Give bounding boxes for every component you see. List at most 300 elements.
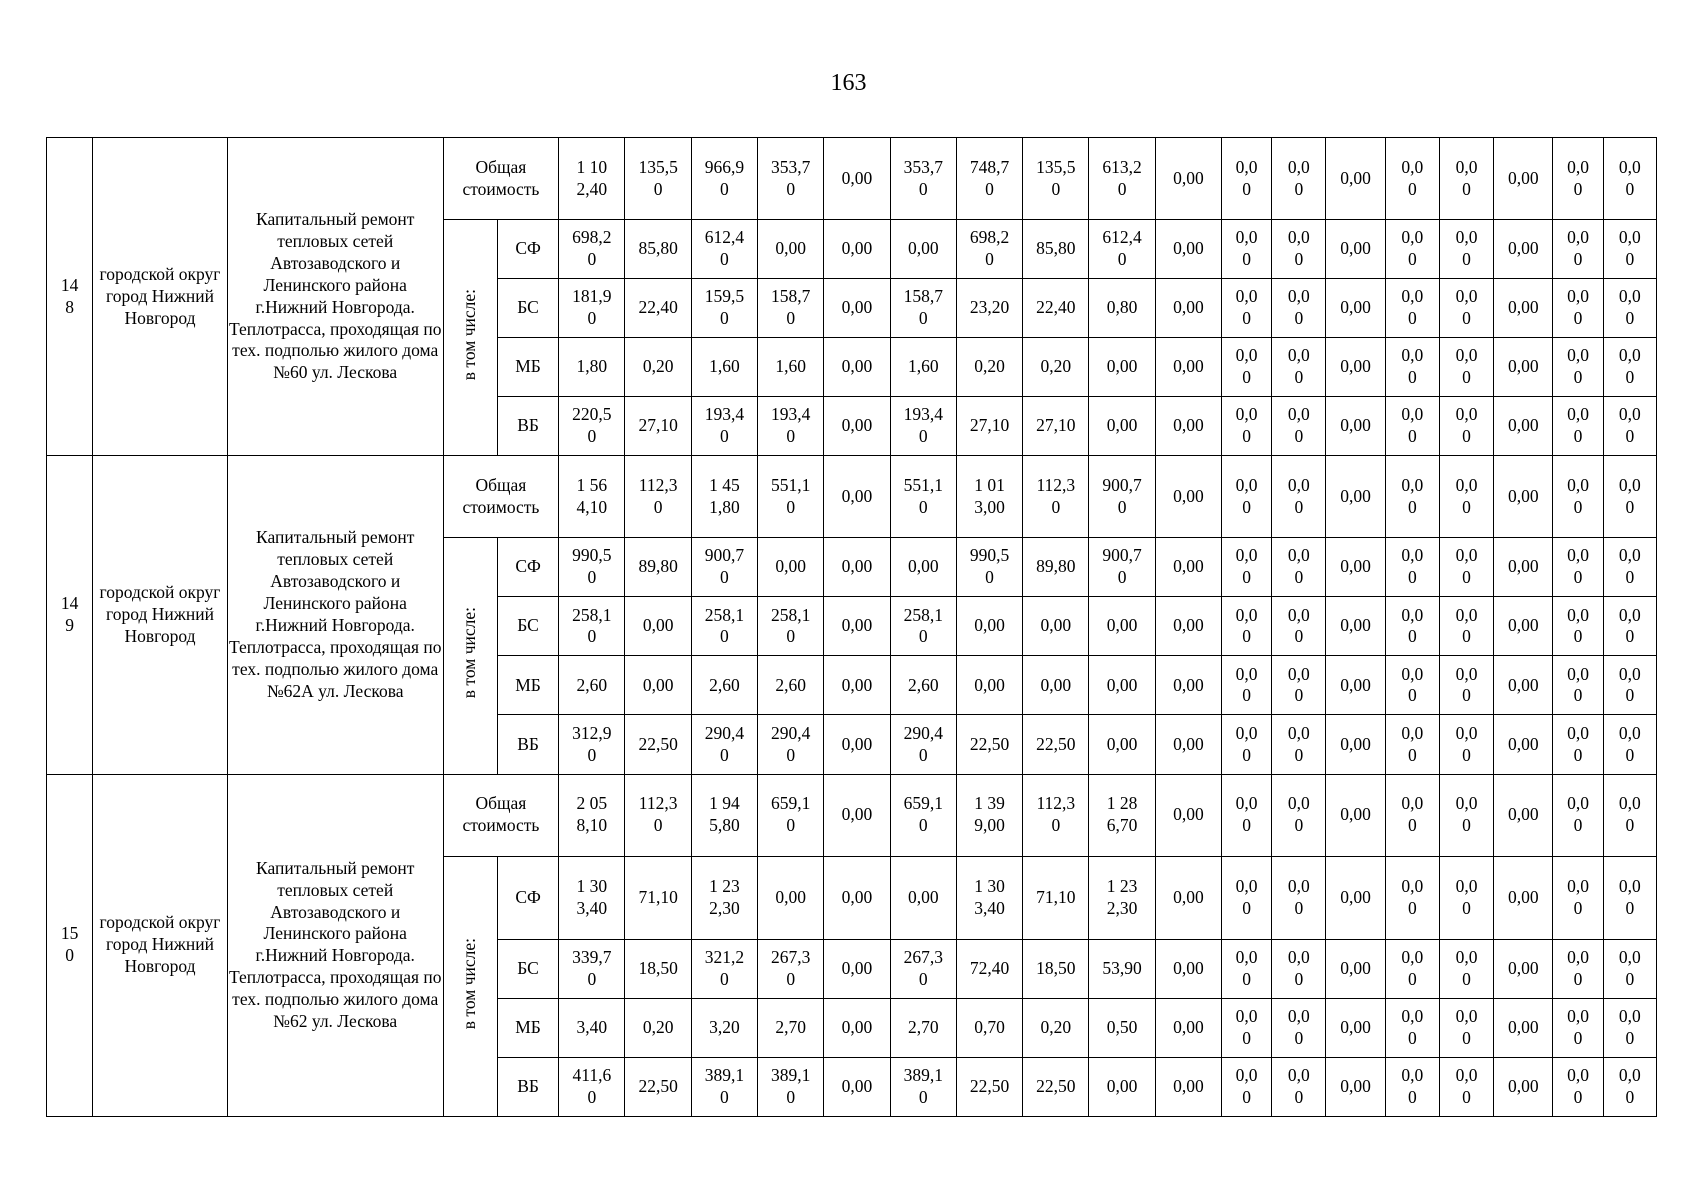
value-text: 0,00 xyxy=(1173,1075,1204,1096)
value-text: 1 013,00 xyxy=(974,474,1005,517)
value-cell xyxy=(1272,939,1326,998)
value-text: 1 451,80 xyxy=(709,474,740,517)
value-text: 0,00 xyxy=(1567,404,1589,447)
value-text: 659,10 xyxy=(771,793,811,836)
value-cell xyxy=(824,338,890,397)
value-text: 0,00 xyxy=(1507,238,1539,259)
value-text: 0,00 xyxy=(1287,946,1310,989)
value-text: 0,00 xyxy=(1507,733,1539,754)
value-text: 1,60 xyxy=(775,356,806,377)
value-text: 0,00 xyxy=(841,957,873,978)
value-cell xyxy=(691,1057,757,1116)
funding-source-label: СФ xyxy=(497,856,558,939)
value-cell xyxy=(824,456,890,538)
value-cell xyxy=(1089,597,1155,656)
value-text: 0,80 xyxy=(1106,297,1138,318)
funding-source-label: МБ xyxy=(497,338,558,397)
value-cell xyxy=(1439,397,1493,456)
value-text: 0,00 xyxy=(1618,793,1641,836)
description-cell: Капитальный ремонт тепловых сетей Автозаводского и Ленинского района г.Нижний Новгорода. Теплотрасса, проходящая по тех. подполью жилого дома №60 ул. Лескова xyxy=(227,138,443,456)
value-text: 0,00 xyxy=(1235,227,1258,270)
value-text: 0,00 xyxy=(1235,793,1258,836)
value-cell xyxy=(890,397,956,456)
value-text: 0,00 xyxy=(1455,793,1478,836)
value-cell xyxy=(1222,774,1272,856)
value-text: 411,60 xyxy=(572,1065,612,1107)
value-cell xyxy=(1222,998,1272,1057)
value-cell xyxy=(758,715,824,774)
value-text: 0,00 xyxy=(1287,722,1310,765)
value-cell xyxy=(1155,279,1221,338)
value-cell xyxy=(956,715,1022,774)
value-text: 0,00 xyxy=(1173,238,1204,259)
value-cell xyxy=(625,774,691,856)
value-cell xyxy=(1222,538,1272,597)
value-cell xyxy=(758,774,824,856)
value-text: 0,00 xyxy=(1287,474,1310,517)
value-text: 0,00 xyxy=(1340,415,1371,436)
value-cell xyxy=(890,456,956,538)
value-cell xyxy=(1494,338,1553,397)
value-cell xyxy=(559,138,625,220)
value-cell xyxy=(890,338,956,397)
value-text: 0,00 xyxy=(1567,227,1589,270)
value-text: 0,00 xyxy=(1235,474,1258,517)
value-text: 158,70 xyxy=(903,286,943,329)
value-text: 0,00 xyxy=(1401,604,1424,647)
value-text: 85,80 xyxy=(638,238,678,259)
value-text: 0,00 xyxy=(1173,167,1204,188)
value-cell xyxy=(1023,456,1089,538)
value-text: 89,80 xyxy=(1036,556,1076,577)
value-cell xyxy=(1439,138,1493,220)
value-cell xyxy=(824,656,890,715)
value-cell xyxy=(1553,597,1603,656)
value-text: 0,00 xyxy=(1507,1016,1539,1037)
value-text: 267,30 xyxy=(903,946,943,989)
value-cell xyxy=(1494,774,1553,856)
value-text: 0,00 xyxy=(1106,615,1138,636)
value-cell xyxy=(1494,715,1553,774)
value-text: 0,00 xyxy=(1106,674,1138,695)
value-cell xyxy=(1326,456,1385,538)
value-cell xyxy=(559,774,625,856)
value-cell xyxy=(559,597,625,656)
value-cell xyxy=(559,998,625,1057)
value-cell xyxy=(559,939,625,998)
value-cell xyxy=(625,656,691,715)
value-text: 0,00 xyxy=(841,1075,873,1096)
value-text: 0,00 xyxy=(1173,886,1204,907)
value-cell xyxy=(1222,279,1272,338)
value-text: 0,00 xyxy=(1287,793,1310,836)
value-cell xyxy=(1155,538,1221,597)
value-text: 0,00 xyxy=(1340,1075,1371,1096)
including-vertical-label xyxy=(443,538,497,774)
value-text: 0,00 xyxy=(1618,286,1641,329)
value-text: 551,10 xyxy=(903,474,943,517)
value-cell xyxy=(625,397,691,456)
value-cell xyxy=(691,138,757,220)
value-text: 0,00 xyxy=(642,674,674,695)
value-text: 22,50 xyxy=(638,1075,678,1096)
value-text: 698,20 xyxy=(572,227,612,270)
value-text: 0,00 xyxy=(1173,415,1204,436)
value-text: 900,70 xyxy=(704,545,745,588)
value-cell xyxy=(1023,998,1089,1057)
value-cell xyxy=(758,939,824,998)
value-text: 159,50 xyxy=(704,286,745,329)
budget-table xyxy=(46,137,1657,1117)
value-text: 0,00 xyxy=(1173,297,1204,318)
value-text: 0,00 xyxy=(1507,297,1539,318)
value-cell xyxy=(1326,856,1385,939)
value-cell xyxy=(1439,856,1493,939)
value-text: 0,00 xyxy=(841,356,873,377)
value-cell xyxy=(1385,1057,1439,1116)
value-cell xyxy=(758,998,824,1057)
value-cell xyxy=(1553,656,1603,715)
value-cell xyxy=(1326,338,1385,397)
value-cell xyxy=(956,220,1022,279)
value-text: 0,00 xyxy=(841,167,873,188)
value-text: 112,30 xyxy=(638,474,678,517)
value-text: 2,70 xyxy=(907,1016,939,1037)
value-text: 0,00 xyxy=(1287,1005,1310,1048)
value-text: 18,50 xyxy=(1036,957,1076,978)
value-cell xyxy=(1439,220,1493,279)
value-cell xyxy=(1553,856,1603,939)
value-cell xyxy=(890,715,956,774)
funding-source-label: БС xyxy=(497,597,558,656)
record-number: 148 xyxy=(60,274,79,317)
value-cell xyxy=(1222,456,1272,538)
value-text: 339,70 xyxy=(572,946,612,989)
value-text: 71,10 xyxy=(638,886,678,907)
value-text: 0,00 xyxy=(974,674,1005,695)
value-text: 27,10 xyxy=(969,415,1010,436)
value-text: 900,70 xyxy=(1102,474,1142,517)
value-cell xyxy=(758,220,824,279)
value-cell xyxy=(691,715,757,774)
value-cell xyxy=(824,1057,890,1116)
value-cell xyxy=(758,597,824,656)
value-cell xyxy=(1603,656,1656,715)
value-text: 966,90 xyxy=(704,156,745,199)
value-cell xyxy=(559,338,625,397)
value-text: 0,00 xyxy=(1173,556,1204,577)
value-text: 0,00 xyxy=(1455,604,1478,647)
value-cell xyxy=(824,715,890,774)
municipality-cell: городской округ город Нижний Новгород xyxy=(93,456,228,774)
value-cell xyxy=(1155,1057,1221,1116)
value-text: 0,00 xyxy=(1340,733,1371,754)
value-text: 267,30 xyxy=(771,946,811,989)
value-text: 22,40 xyxy=(638,297,678,318)
value-text: 2 058,10 xyxy=(576,793,608,836)
record-number: 150 xyxy=(60,923,79,966)
value-text: 290,40 xyxy=(903,722,943,765)
value-cell xyxy=(1089,856,1155,939)
value-text: 0,00 xyxy=(1173,1016,1204,1037)
table-body xyxy=(47,138,1657,1117)
value-cell xyxy=(1439,1057,1493,1116)
value-text: 2,70 xyxy=(775,1016,806,1037)
value-text: 0,00 xyxy=(1618,474,1641,517)
value-text: 0,00 xyxy=(1567,1065,1589,1107)
value-text: 0,00 xyxy=(841,238,873,259)
value-cell xyxy=(956,939,1022,998)
value-text: 0,00 xyxy=(1618,663,1641,706)
value-cell xyxy=(1023,597,1089,656)
value-cell xyxy=(1439,456,1493,538)
value-cell xyxy=(824,279,890,338)
value-cell xyxy=(1155,998,1221,1057)
value-text: 353,70 xyxy=(771,156,811,199)
value-cell xyxy=(1494,939,1553,998)
value-text: 22,50 xyxy=(638,733,678,754)
value-cell xyxy=(956,397,1022,456)
value-text: 0,00 xyxy=(1340,886,1371,907)
value-text: 0,00 xyxy=(1340,804,1371,825)
value-cell xyxy=(1385,220,1439,279)
value-cell xyxy=(1155,715,1221,774)
value-cell xyxy=(1553,456,1603,538)
value-cell xyxy=(1494,1057,1553,1116)
record-number-cell xyxy=(47,456,93,774)
value-cell xyxy=(758,138,824,220)
value-cell xyxy=(1089,939,1155,998)
value-cell xyxy=(890,1057,956,1116)
value-cell xyxy=(559,456,625,538)
value-cell xyxy=(1023,715,1089,774)
value-cell xyxy=(1089,1057,1155,1116)
value-cell xyxy=(1089,998,1155,1057)
value-text: 53,90 xyxy=(1102,957,1142,978)
value-text: 0,00 xyxy=(1401,663,1424,706)
value-cell xyxy=(1603,998,1656,1057)
value-text: 0,00 xyxy=(1235,286,1258,329)
value-text: 0,00 xyxy=(1287,663,1310,706)
value-text: 2,60 xyxy=(775,674,806,695)
value-text: 135,50 xyxy=(638,156,678,199)
value-text: 0,00 xyxy=(1618,227,1641,270)
value-text: 0,20 xyxy=(1040,356,1072,377)
value-text: 0,00 xyxy=(1455,156,1478,199)
value-text: 0,00 xyxy=(1235,1005,1258,1048)
value-cell xyxy=(1155,456,1221,538)
value-text: 0,00 xyxy=(1567,946,1589,989)
including-vertical-label xyxy=(443,856,497,1116)
value-text: 0,00 xyxy=(1507,674,1539,695)
value-text: 0,00 xyxy=(1618,722,1641,765)
value-text: 0,00 xyxy=(1173,485,1204,506)
value-text: 0,00 xyxy=(1401,156,1424,199)
value-cell xyxy=(824,597,890,656)
value-cell xyxy=(824,397,890,456)
value-text: 0,00 xyxy=(775,886,806,907)
value-cell xyxy=(1326,939,1385,998)
value-text: 612,40 xyxy=(704,227,745,270)
value-text: 613,20 xyxy=(1102,156,1142,199)
value-text: 0,00 xyxy=(1401,345,1424,388)
value-cell xyxy=(956,456,1022,538)
value-cell xyxy=(1272,774,1326,856)
value-cell xyxy=(625,279,691,338)
value-text: 112,30 xyxy=(638,793,678,836)
value-cell xyxy=(1494,138,1553,220)
value-text: 0,00 xyxy=(841,615,873,636)
value-text: 0,00 xyxy=(841,733,873,754)
value-cell xyxy=(1439,774,1493,856)
funding-source-label: СФ xyxy=(497,220,558,279)
value-text: 0,00 xyxy=(1567,875,1589,918)
value-cell xyxy=(824,998,890,1057)
value-cell xyxy=(1155,856,1221,939)
value-text: 0,00 xyxy=(1507,1075,1539,1096)
value-text: 0,00 xyxy=(1340,167,1371,188)
value-cell xyxy=(625,138,691,220)
value-text: 0,20 xyxy=(974,356,1005,377)
value-cell xyxy=(559,220,625,279)
value-cell xyxy=(1089,279,1155,338)
value-cell xyxy=(1385,338,1439,397)
value-cell xyxy=(1272,220,1326,279)
value-text: 1,80 xyxy=(576,356,608,377)
value-text: 0,00 xyxy=(841,804,873,825)
record-number-cell xyxy=(47,774,93,1116)
value-cell xyxy=(1272,1057,1326,1116)
value-text: 0,00 xyxy=(1401,1005,1424,1048)
value-text: 0,00 xyxy=(1235,156,1258,199)
value-text: 0,00 xyxy=(1455,722,1478,765)
value-cell xyxy=(890,774,956,856)
value-cell xyxy=(559,856,625,939)
value-text: 0,70 xyxy=(974,1016,1005,1037)
value-cell xyxy=(1023,1057,1089,1116)
value-cell xyxy=(1385,939,1439,998)
value-cell xyxy=(1222,1057,1272,1116)
value-cell xyxy=(1439,597,1493,656)
value-text: 2,60 xyxy=(907,674,939,695)
value-text: 181,90 xyxy=(572,286,612,329)
value-text: 0,00 xyxy=(642,615,674,636)
value-cell xyxy=(1023,856,1089,939)
value-cell xyxy=(1326,715,1385,774)
value-text: 0,00 xyxy=(1567,156,1589,199)
value-cell xyxy=(1439,338,1493,397)
municipality-cell: городской округ город Нижний Новгород xyxy=(93,774,228,1116)
value-cell xyxy=(1155,939,1221,998)
value-text: 0,00 xyxy=(1618,875,1641,918)
funding-source-label: ВБ xyxy=(497,715,558,774)
value-cell xyxy=(559,538,625,597)
total-cost-label: Общая стоимость xyxy=(443,138,559,220)
value-cell xyxy=(625,939,691,998)
value-text: 990,50 xyxy=(572,545,612,588)
value-cell xyxy=(691,774,757,856)
value-text: 0,00 xyxy=(1340,297,1371,318)
value-cell xyxy=(1553,338,1603,397)
funding-source-label: БС xyxy=(497,279,558,338)
value-cell xyxy=(824,138,890,220)
value-cell xyxy=(1023,338,1089,397)
value-text: 0,00 xyxy=(1401,286,1424,329)
value-cell xyxy=(1272,856,1326,939)
value-text: 85,80 xyxy=(1036,238,1076,259)
funding-source-label: БС xyxy=(497,939,558,998)
value-text: 0,20 xyxy=(1040,1016,1072,1037)
value-cell xyxy=(691,538,757,597)
value-text: 0,00 xyxy=(1567,286,1589,329)
value-text: 18,50 xyxy=(638,957,678,978)
value-text: 0,00 xyxy=(1507,804,1539,825)
value-text: 0,00 xyxy=(1455,1065,1478,1107)
value-text: 0,00 xyxy=(1235,545,1258,588)
value-text: 193,40 xyxy=(771,404,811,447)
value-text: 0,00 xyxy=(841,674,873,695)
record-total-row xyxy=(47,138,1657,220)
value-cell xyxy=(1272,279,1326,338)
value-text: 0,00 xyxy=(1340,238,1371,259)
value-text: 0,00 xyxy=(1340,957,1371,978)
value-cell xyxy=(956,338,1022,397)
value-cell xyxy=(956,538,1022,597)
value-text: 0,00 xyxy=(1507,415,1539,436)
value-cell xyxy=(1023,279,1089,338)
value-text: 0,00 xyxy=(1455,404,1478,447)
value-text: 0,00 xyxy=(1455,545,1478,588)
value-cell xyxy=(559,656,625,715)
value-text: 0,00 xyxy=(1401,946,1424,989)
value-cell xyxy=(1089,538,1155,597)
value-text: 158,70 xyxy=(771,286,811,329)
value-text: 2,60 xyxy=(709,674,740,695)
value-cell xyxy=(1222,220,1272,279)
value-text: 0,00 xyxy=(1287,1065,1310,1107)
description-cell: Капитальный ремонт тепловых сетей Автозаводского и Ленинского района г.Нижний Новгорода. Теплотрасса, проходящая по тех. подполью жилого дома №62 ул. Лескова xyxy=(227,774,443,1116)
value-cell xyxy=(1272,715,1326,774)
value-cell xyxy=(625,220,691,279)
value-cell xyxy=(890,856,956,939)
value-text: 1 399,00 xyxy=(974,793,1005,836)
value-cell xyxy=(1089,774,1155,856)
value-cell xyxy=(1272,138,1326,220)
value-cell xyxy=(1603,715,1656,774)
value-cell xyxy=(1155,597,1221,656)
value-text: 0,00 xyxy=(1507,485,1539,506)
value-text: 0,00 xyxy=(1455,227,1478,270)
value-cell xyxy=(691,456,757,538)
value-text: 1 102,40 xyxy=(576,156,608,199)
value-text: 0,00 xyxy=(1287,604,1310,647)
value-cell xyxy=(1494,998,1553,1057)
value-text: 612,40 xyxy=(1102,227,1142,270)
value-cell xyxy=(691,338,757,397)
value-text: 290,40 xyxy=(704,722,745,765)
value-cell xyxy=(824,220,890,279)
value-cell xyxy=(1603,138,1656,220)
value-cell xyxy=(1553,939,1603,998)
value-text: 0,00 xyxy=(1618,345,1641,388)
value-cell xyxy=(625,998,691,1057)
value-text: 193,40 xyxy=(704,404,745,447)
value-cell xyxy=(1553,138,1603,220)
value-text: 0,00 xyxy=(1567,545,1589,588)
value-text: 0,00 xyxy=(1235,875,1258,918)
including-label-text: в том числе: xyxy=(459,289,480,381)
value-text: 698,20 xyxy=(969,227,1010,270)
